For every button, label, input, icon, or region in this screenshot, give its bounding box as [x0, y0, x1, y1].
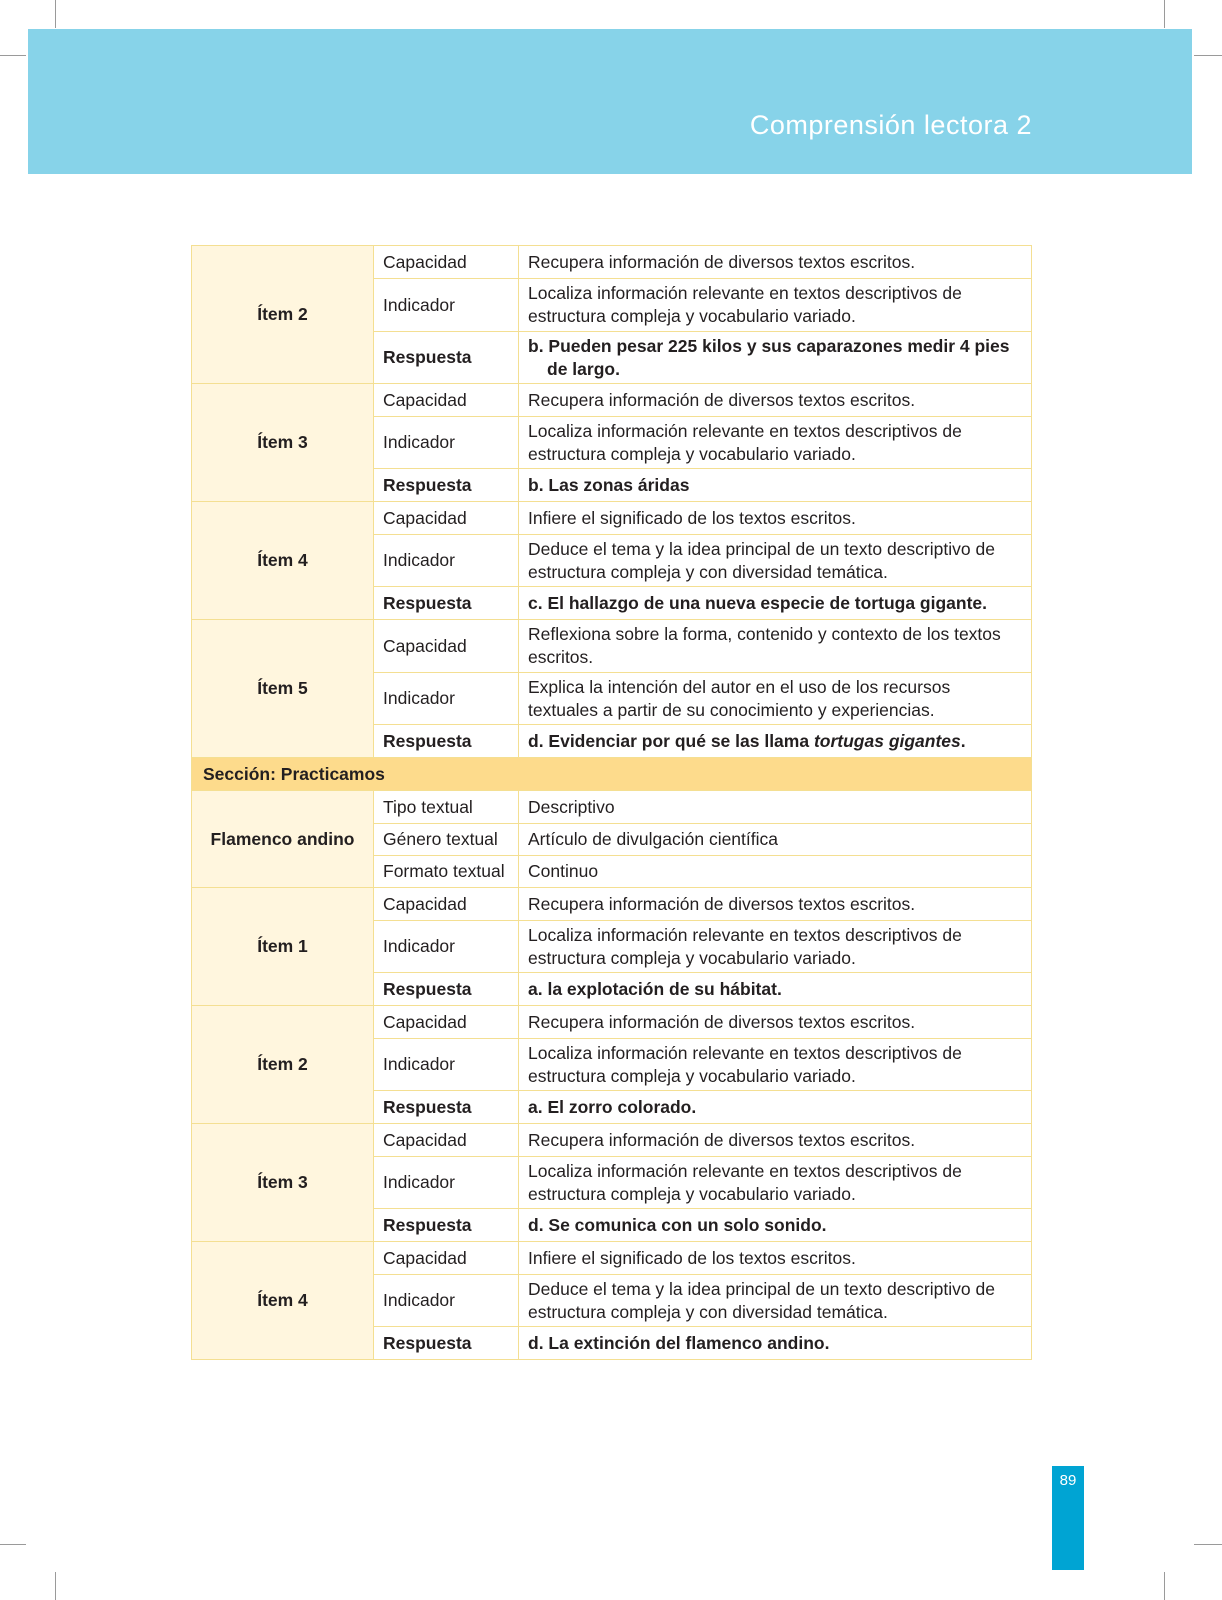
row-label: Indicador: [374, 417, 519, 469]
row-label: Capacidad: [374, 384, 519, 417]
row-value: Localiza información relevante en textos descriptivos de estructura compleja y vocabulario variado.: [519, 279, 1032, 332]
row-label: Indicador: [374, 1275, 519, 1327]
row-value: Recupera información de diversos textos escritos.: [519, 384, 1032, 417]
table-row: [192, 1124, 1032, 1157]
row-value: Infiere el significado de los textos escritos.: [519, 502, 1032, 535]
row-label: Indicador: [374, 673, 519, 725]
text-title: Flamenco andino: [192, 791, 374, 888]
row-label: Indicador: [374, 921, 519, 973]
row-label: Capacidad: [374, 1242, 519, 1275]
table-row: [192, 1006, 1032, 1039]
row-value: Recupera información de diversos textos escritos.: [519, 246, 1032, 279]
row-value: Reflexiona sobre la forma, contenido y contexto de los textos escritos.: [519, 620, 1032, 673]
row-value: Localiza información relevante en textos descriptivos de estructura compleja y vocabulario variado.: [519, 1039, 1032, 1091]
row-value: Continuo: [519, 856, 1032, 888]
crop-mark: [1194, 55, 1222, 56]
answer-text: .: [960, 730, 966, 751]
row-value: Infiere el significado de los textos escritos.: [519, 1242, 1032, 1275]
item-label: Ítem 4: [192, 1242, 374, 1360]
row-label: Género textual: [374, 824, 519, 856]
item-label: Ítem 3: [192, 384, 374, 502]
answer-value: [519, 725, 1032, 758]
page-number-tab: [1052, 1466, 1084, 1570]
answer-key-table: [191, 245, 1032, 1360]
page-number: 89: [1059, 1472, 1077, 1489]
row-value: Artículo de divulgación científica: [519, 824, 1032, 856]
answer-text: d. Evidenciar por qué se las llama: [528, 730, 814, 751]
table-row: [192, 888, 1032, 921]
crop-mark: [55, 0, 56, 28]
row-value: Deduce el tema y la idea principal de un texto descriptivo de estructura compleja y con diversidad temática.: [519, 1275, 1032, 1327]
table-row: [192, 502, 1032, 535]
item-label: Ítem 1: [192, 888, 374, 1006]
row-value: Recupera información de diversos textos escritos.: [519, 1124, 1032, 1157]
answer-value: d. Se comunica con un solo sonido.: [519, 1209, 1032, 1242]
answer-value: a. El zorro colorado.: [519, 1091, 1032, 1124]
table-row: [192, 246, 1032, 279]
crop-mark: [55, 1572, 56, 1600]
row-value: Localiza información relevante en textos descriptivos de estructura compleja y vocabulario variado.: [519, 921, 1032, 973]
table-row: [192, 620, 1032, 673]
row-label: Indicador: [374, 1157, 519, 1209]
table-row: [192, 384, 1032, 417]
crop-mark: [1164, 1572, 1165, 1600]
section-title: Sección: Practicamos: [192, 758, 1032, 791]
crop-mark: [1164, 0, 1165, 28]
row-label: Capacidad: [374, 620, 519, 673]
row-value: Localiza información relevante en textos descriptivos de estructura compleja y vocabulario variado.: [519, 417, 1032, 469]
row-label: Indicador: [374, 279, 519, 332]
answer-italic-text: tortugas gigantes: [813, 730, 961, 751]
answer-value: d. La extinción del flamenco andino.: [519, 1327, 1032, 1360]
row-value: Explica la intención del autor en el uso de los recursos textuales a partir de su conocimiento y experiencias.: [519, 673, 1032, 725]
row-label: Respuesta: [374, 469, 519, 502]
row-label: Capacidad: [374, 502, 519, 535]
crop-mark: [1194, 1544, 1222, 1545]
section-row: [192, 758, 1032, 791]
answer-value: c. El hallazgo de una nueva especie de tortuga gigante.: [519, 587, 1032, 620]
answer-line: b. Pueden pesar 225 kilos y sus caparazones medir 4 pies: [528, 335, 1010, 356]
row-label: Respuesta: [374, 725, 519, 758]
answer-value: b. Las zonas áridas: [519, 469, 1032, 502]
row-label: Respuesta: [374, 1209, 519, 1242]
table-row: [192, 1242, 1032, 1275]
row-value: Descriptivo: [519, 791, 1032, 824]
row-value: Localiza información relevante en textos descriptivos de estructura compleja y vocabulario variado.: [519, 1157, 1032, 1209]
row-label: Tipo textual: [374, 791, 519, 824]
row-value: Recupera información de diversos textos escritos.: [519, 1006, 1032, 1039]
row-label: Respuesta: [374, 1091, 519, 1124]
item-label: Ítem 5: [192, 620, 374, 758]
header-band: [28, 29, 1192, 174]
item-label: Ítem 2: [192, 1006, 374, 1124]
answer-value: a. la explotación de su hábitat.: [519, 973, 1032, 1006]
answer-line: de largo.: [547, 358, 620, 379]
table-row: [192, 791, 1032, 824]
crop-mark: [0, 1544, 26, 1545]
row-label: Respuesta: [374, 332, 519, 384]
item-label: Ítem 3: [192, 1124, 374, 1242]
row-label: Capacidad: [374, 1124, 519, 1157]
answer-value: [519, 332, 1032, 384]
row-label: Indicador: [374, 535, 519, 587]
row-label: Capacidad: [374, 888, 519, 921]
item-label: Ítem 2: [192, 246, 374, 384]
item-label: Ítem 4: [192, 502, 374, 620]
row-label: Capacidad: [374, 1006, 519, 1039]
row-label: Respuesta: [374, 1327, 519, 1360]
row-label: Respuesta: [374, 587, 519, 620]
page-header-title: Comprensión lectora 2: [749, 110, 1032, 140]
crop-mark: [0, 55, 26, 56]
row-label: Indicador: [374, 1039, 519, 1091]
row-label: Capacidad: [374, 246, 519, 279]
row-value: Deduce el tema y la idea principal de un texto descriptivo de estructura compleja y con diversidad temática.: [519, 535, 1032, 587]
row-label: Formato textual: [374, 856, 519, 888]
row-value: Recupera información de diversos textos escritos.: [519, 888, 1032, 921]
row-label: Respuesta: [374, 973, 519, 1006]
